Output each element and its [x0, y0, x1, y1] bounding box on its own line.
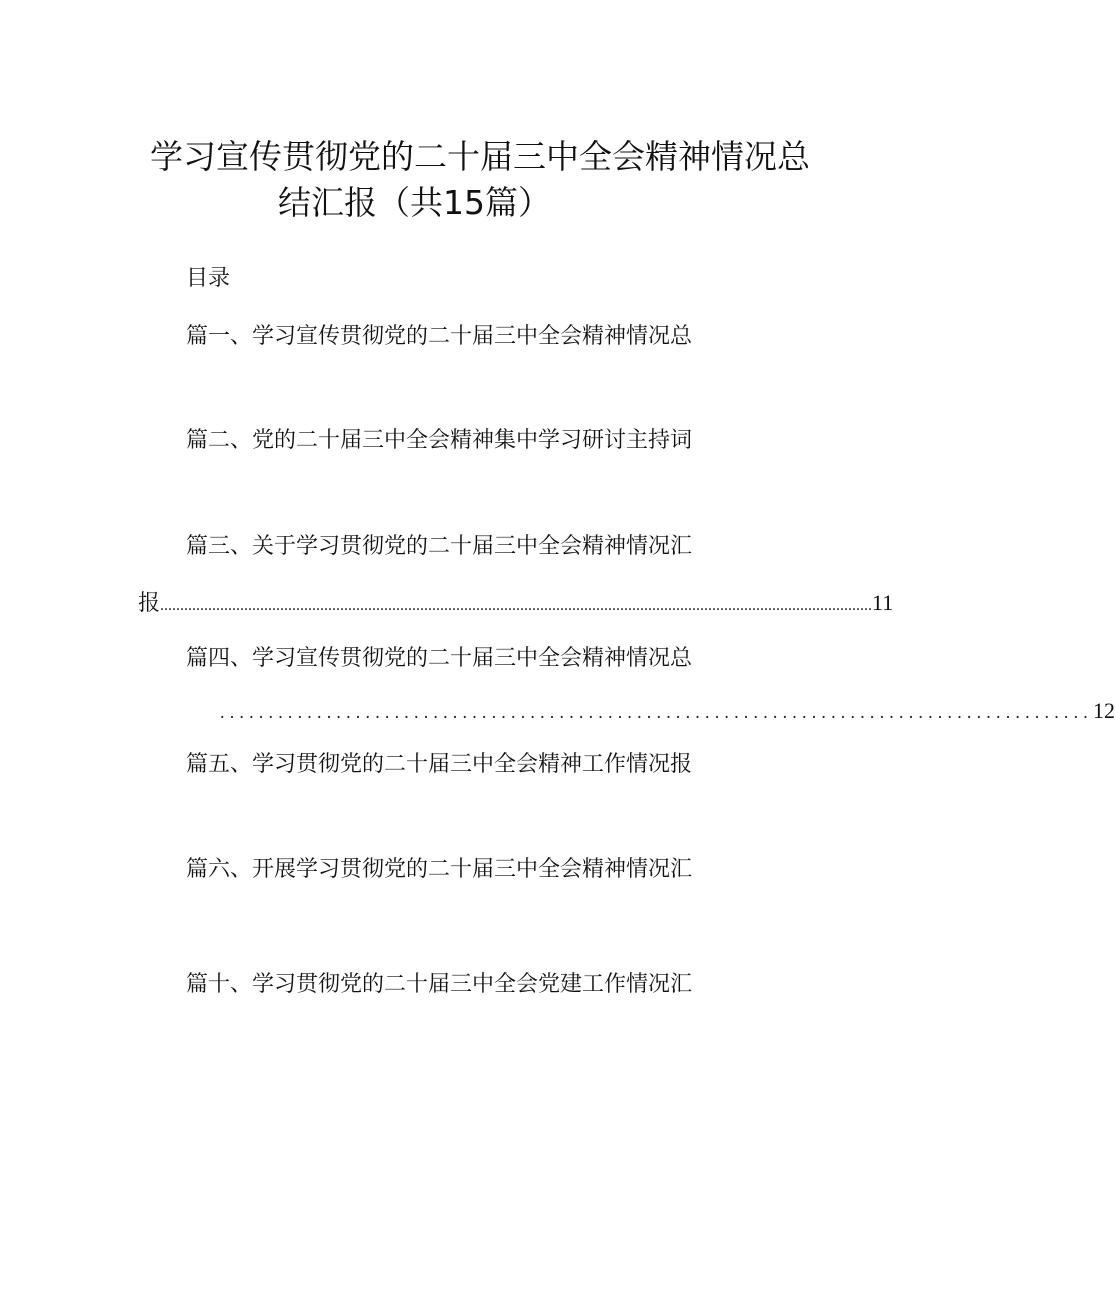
toc-entry-4-page-number: 12 [1093, 698, 1115, 723]
toc-entry-3-continuation[interactable] [138, 588, 894, 621]
toc-entry-4[interactable]: 篇四、学习宣传贯彻党的二十届三中全会精神情况总 [186, 646, 693, 671]
toc-entry-2[interactable]: 篇二、党的二十届三中全会精神集中学习研讨主持词 [186, 428, 693, 453]
toc-entry-6[interactable]: 篇六、开展学习贯彻党的二十届三中全会精神情况汇 [186, 857, 693, 882]
toc-entry-3-continuation-text: 报 [138, 591, 161, 616]
toc-entry-3[interactable]: 篇三、关于学习贯彻党的二十届三中全会精神情况汇 [186, 534, 693, 559]
toc-heading: 目录 [186, 266, 231, 291]
toc-entry-5[interactable]: 篇五、学习贯彻党的二十届三中全会精神工作情况报 [186, 752, 693, 777]
toc-dot-leader: .......................................................................................... [220, 702, 1093, 722]
toc-dot-leader: .................................................................................................................................................................................. [160, 597, 873, 614]
toc-entry-4-leader-line[interactable] [220, 696, 1115, 727]
toc-entry-3-page-number: 11 [872, 590, 894, 615]
document-title-line-2: 结汇报（共15篇） [278, 183, 551, 222]
toc-entry-7[interactable]: 篇十、学习贯彻党的二十届三中全会党建工作情况汇 [186, 972, 693, 997]
document-title-line-1: 学习宣传贯彻党的二十届三中全会精神情况总 [150, 137, 810, 176]
document-title [150, 134, 830, 226]
toc-entry-1[interactable]: 篇一、学习宣传贯彻党的二十届三中全会精神情况总 [186, 324, 693, 349]
